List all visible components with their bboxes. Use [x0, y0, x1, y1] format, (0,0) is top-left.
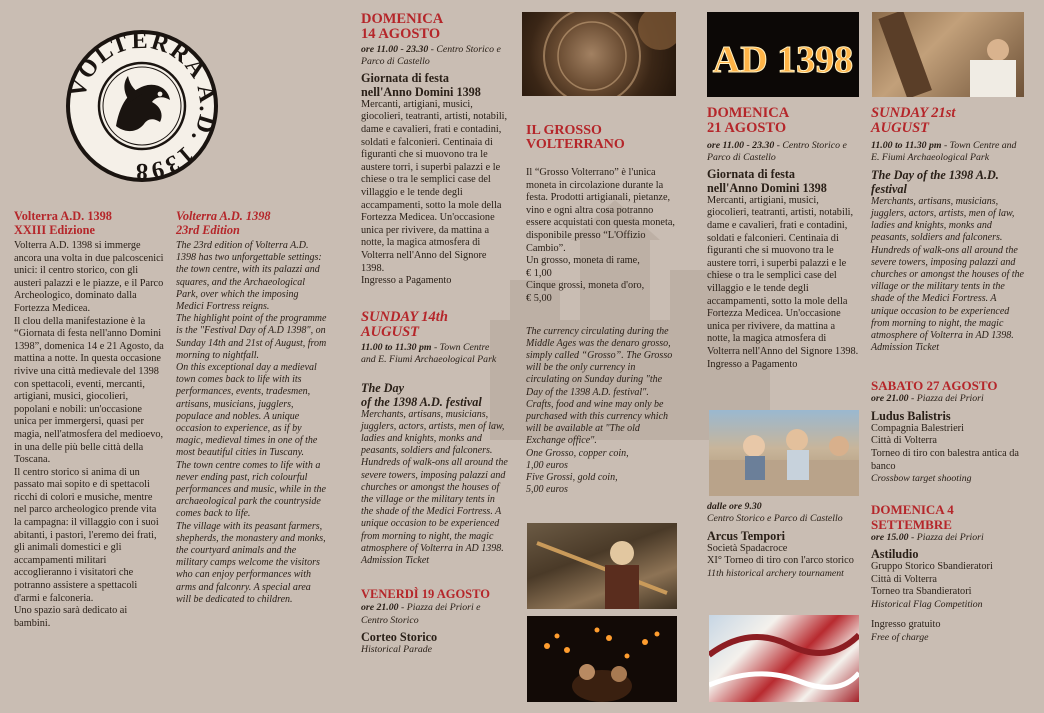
- intro-paragraph-en: The village with its peasant farmers, shepherds, the monastery and monks, the courtyard animals and the military camps welcome the visitors who can enjoy performances with arms and falconry. A special area will be dedicated to children.: [176, 520, 326, 605]
- arcus-time: dalle ore 9.30: [707, 501, 762, 512]
- intro-title: Volterra A.D. 1398: [14, 209, 112, 223]
- dom21-time: ore 11.00 - 23.30 - Centro Storico e Parco di Castello: [707, 140, 847, 164]
- fire-writing-text: AD 1398: [712, 39, 854, 81]
- dom14-date: 14 AGOSTO: [361, 26, 441, 42]
- grosso-rate-en: Five Grossi, gold coin,: [526, 471, 618, 483]
- arcus-sub: 11th historical archery tournament: [707, 568, 844, 579]
- intro-paragraph-en: The 23rd edition of Volterra A.D. 1398 has two unforgettable settings: the town centre, with its palazzi and squares, and the Archaeological Park, over which the imposing Medici Fortress reigns.: [176, 240, 322, 313]
- dom4-entry-en: Free of charge: [871, 631, 929, 643]
- dom14-heading: DOMENICA: [361, 11, 444, 27]
- sun21-title: The Day of the 1398 A.D.: [871, 167, 999, 182]
- seal-ring-text: VOLTERRA A.D. 1398: [64, 27, 220, 185]
- sun14-date: AUGUST: [361, 323, 420, 340]
- intro-paragraph: Volterra A.D. 1398 si immerge ancora una volta in due palcoscenici unici: il centro storico, con gli austeri palazzi e le piazze, e il Parco Archeologico, dominato dalla Fortezza Medicea.: [14, 240, 164, 314]
- dom21-title: Giornata di festa: [707, 166, 796, 181]
- column-grosso: [526, 124, 678, 496]
- sun14-title-2: of the 1398 A.D. festival: [361, 394, 482, 409]
- arcus-place: Centro Storico e Parco di Castello: [707, 513, 843, 525]
- intro-paragraph: Il centro storico si anima di un passato mai sopito e di spettacoli ricchi di colori e musiche, mentre nel parco archeologico prende vita la campagna: il villaggio con i suoi abitanti, i pastori, l'eremo dei frati, gli animali domestici e gli accampamenti militari accoglieranno i visitatori che potranno assistere a spettacoli d'armi e falconeria.: [14, 466, 159, 604]
- dom14-title: Giornata di festa: [361, 70, 450, 85]
- dom4-date: SETTEMBRE: [871, 516, 952, 532]
- sun21-heading: SUNDAY 21st: [871, 105, 956, 121]
- grosso-heading: IL GROSSO: [526, 123, 602, 138]
- grosso-rate: Cinque grossi, moneta d'oro,: [526, 280, 645, 292]
- sab27-heading: SABATO 27 AGOSTO: [871, 378, 998, 394]
- grosso-rate-en: 5,00 euros: [526, 484, 568, 496]
- sun21-date: AUGUST: [871, 120, 930, 136]
- dom14-time: ore 11.00 - 23.30 - Centro Storico e Parco di Castello: [361, 44, 501, 68]
- dom21-heading: DOMENICA: [707, 105, 790, 121]
- dom4-title: Astiludio: [871, 547, 919, 562]
- sun21-body: Merchants, artisans, musicians, jugglers, actors, artists, men of law, ladies and knights, monks and peasants, soldiers and falconers. Hundreds of walk-ons all around the severe towers, imposing palazzi and churches or amongst the houses of the village or the military tents in the shade of the Medici Fortress. A unique occasion to be experienced from morning to night, the magic atmosphere of Volterra in AD 1398.: [871, 195, 1024, 342]
- column-21-august: [707, 106, 859, 371]
- sun21-title-2: festival: [871, 181, 907, 196]
- ven19-sub: Historical Parade: [361, 643, 433, 655]
- dom4-time: ore 15.00 - Piazza dei Priori: [871, 531, 984, 543]
- sun14-entry: Admission Ticket: [361, 554, 430, 566]
- archer-photo: [527, 523, 677, 609]
- sab27-time: ore 21.00 - Piazza dei Priori: [871, 393, 984, 405]
- sun14-time: 11.00 to 11.30 pm - Town Centre: [361, 341, 490, 353]
- coin-photo: [522, 12, 676, 96]
- dom4-entry-it: Ingresso gratuito: [871, 619, 941, 631]
- grosso-rate: Un grosso, moneta di rame,: [526, 255, 640, 267]
- intro-edition-en: 23rd Edition: [176, 223, 240, 237]
- sab27-title: Ludus Balistris: [871, 408, 951, 423]
- dom21-date: 21 AGOSTO: [707, 120, 787, 136]
- dom21-body: Mercanti, artigiani, musici, giocolieri, teatranti, artisti, notabili, dame e cavalieri, frati e contadini, soldati e falconieri. Centinaia di figuranti che si muovono tra le austere torri, i superbi palazzi e le chiese o tra le semplici case del villaggio e le tende degli accampamenti, sotto la mole della Fortezza Medicea. Un'occasione unica per rivivere, da mattina a notte, la magica atmosfera di Volterra nell'Anno del Signore 1398.: [707, 194, 859, 357]
- ven19-heading: VENERDÌ 19 AGOSTO: [361, 587, 490, 602]
- intro-paragraph: Uno spazio sarà dedicato ai bambini.: [14, 605, 128, 629]
- sab27-org-2: Città di Volterra: [871, 435, 937, 447]
- flag-photo: [709, 615, 859, 702]
- sun14-place: and E. Fiumi Archaeological Park: [361, 354, 497, 366]
- column-arcus: [707, 501, 862, 580]
- dom14-entry: Ingresso a Pagamento: [361, 275, 452, 287]
- column-21-august-en: [871, 106, 1026, 644]
- drummer-photo: [872, 12, 1024, 97]
- sab27-sub: Crossbow target shooting: [871, 473, 972, 485]
- intro-paragraph-en: On this exceptional day a medieval town comes back to life with its performances, events, tradesmen, artisans, musicians, jugglers, populace and nobles. A unique occasion to experience, as if by magic, medieval times in one of the most beautiful cities in Tuscany.: [176, 362, 318, 459]
- intro-title-en: Volterra A.D. 1398: [176, 209, 271, 223]
- arcus-org: Società Spadacroce: [707, 542, 788, 554]
- arcus-desc: XI° Torneo di tiro con l'arco storico: [707, 555, 854, 567]
- sun14-title: The Day: [361, 380, 404, 395]
- dom4-org: Gruppo Storico Sbandieratori: [871, 561, 993, 573]
- grosso-rate-en: 1,00 euros: [526, 459, 568, 471]
- fire-performers-photo: [527, 616, 677, 702]
- volterra-seal: [64, 14, 220, 197]
- ven19-title: Corteo Storico: [361, 629, 438, 644]
- grosso-rate-en: One Grosso, copper coin,: [526, 447, 629, 459]
- intro-paragraph-en: The highlight point of the programme is the "Festival Day of A.D 1398", on Sunday 14th and 21st of August, from morning to nightfall.: [176, 313, 327, 361]
- sab27-desc: Torneo di tiro con balestra antica da banco: [871, 448, 1019, 472]
- grosso-body-en: The currency circulating during the Middle Ages was the denaro grosso, simply called “Grosso”. The Grosso will be the only currency in circulating on Sunday during "the Day of the 1398 A.D. festival". Crafts, food and wine may only be purchased with this currency which will be available at "The old Exchange office".: [526, 325, 673, 447]
- sun14-body: Merchants, artisans, musicians, jugglers, actors, artists, men of law, ladies and knights, monks and peasants, soldiers and falconers. Hundreds of walk-ons all around the severe towers, imposing palazzi and churches or amongst the houses of the village or the military tents in the shade of the Medici Fortress. A unique occasion to be experienced from morning to night, the magic atmosphere of Volterra in AD 1398.: [361, 408, 508, 554]
- intro-paragraph-en: The town centre comes to life with a never ending past, rich colourful performances and music, while in the archaeological park the countryside comes back to life.: [176, 459, 326, 520]
- intro-paragraph: Il clou della manifestazione è la “Giornata di festa nell'anno Domini 1398”, domenica 14 e 21 Agosto, da mattina a notte. In questa occasione rivive una città medievale del 1398 con spettacoli, eventi, mercanti, artigiani, musici, giocolieri, popolani e nobili: un'occasione unica per immergersi, quasi per magia, nell'atmosfera del medioevo, in una delle più belle città della Toscana.: [14, 315, 164, 466]
- dom21-entry: Ingresso a Pagamento: [707, 358, 798, 370]
- sab27-org: Compagnia Balestrieri: [871, 422, 964, 434]
- grosso-body-it: Il “Grosso Volterrano” è l'unica moneta in circolazione durante la festa. Prodotti artigianali, pietanze, vino e ogni altra cosa potranno essere acquistati con questa moneta, disponibile presso “L'Offizio Cambio”.: [526, 167, 675, 254]
- ven19-time: ore 21.00 - Piazza dei Priori e Centro Storico: [361, 602, 481, 626]
- dom4-desc: Torneo tra Sbandieratori: [871, 586, 972, 598]
- sun21-time: 11.00 to 11.30 pm - Town Centre and E. Fiumi Archaeological Park: [871, 140, 1017, 164]
- grosso-rate: € 1,00: [526, 267, 552, 279]
- sun21-entry: Admission Ticket: [871, 342, 940, 354]
- dom14-body: Mercanti, artigiani, musici, giocolieri, teatranti, artisti, notabili, dame e cavalieri, frati e contadini, soldati e falconieri. Centinaia di figuranti che si muovono tra le austere torri, i superbi palazzi e le chiese o tra le semplici case del villaggio e le tende degli accampamenti, sotto la mole della Fortezza Medicea. Un'occasione unica per rivivere, da mattina a notte, la magica atmosfera di Volterra nell'Anno del Signore 1398.: [361, 98, 508, 274]
- column-14-august: [361, 12, 509, 656]
- grosso-rate: € 5,00: [526, 292, 552, 304]
- grosso-heading-2: VOLTERRANO: [526, 137, 625, 152]
- dom4-sub: Historical Flag Competition: [871, 598, 983, 610]
- sun14-heading: SUNDAY 14th: [361, 308, 448, 325]
- column-english-intro: [176, 209, 328, 606]
- column-italian-intro: [14, 209, 164, 630]
- arcus-title: Arcus Tempori: [707, 528, 785, 543]
- dom4-heading: DOMENICA 4: [871, 501, 954, 517]
- fire-writing-photo: [707, 12, 859, 97]
- dom21-title-2: nell'Anno Domini 1398: [707, 180, 827, 195]
- dom4-org-2: Città di Volterra: [871, 573, 937, 585]
- intro-edition: XXIII Edizione: [14, 223, 95, 237]
- dom14-title-2: nell'Anno Domini 1398: [361, 84, 481, 99]
- children-photo: [709, 410, 859, 496]
